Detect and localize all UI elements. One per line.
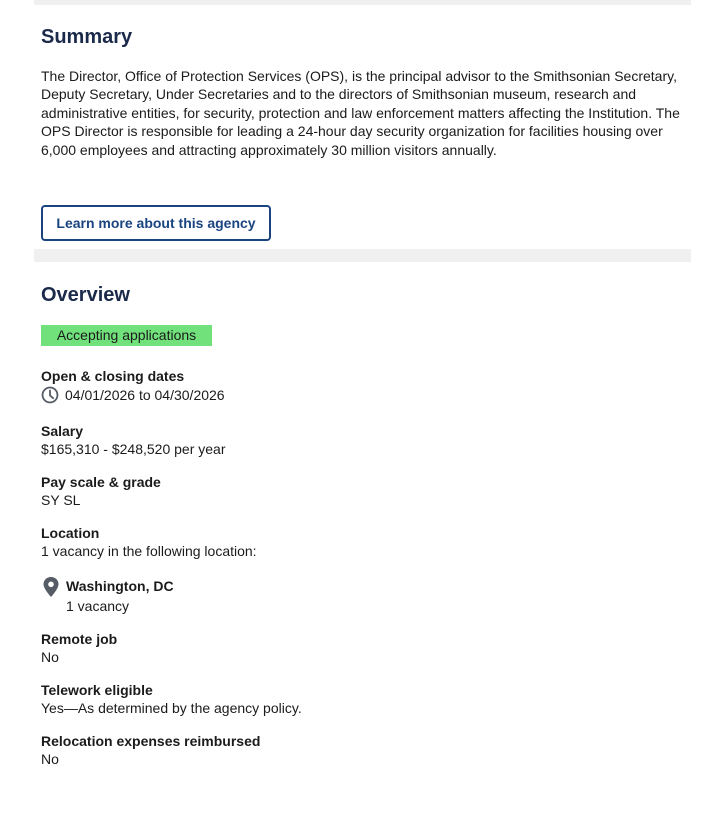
overview-heading: Overview <box>41 284 130 306</box>
pay-scale-field <box>41 473 161 509</box>
map-pin-icon <box>41 576 61 598</box>
summary-text: The Director, Office of Protection Services (OPS), is the principal advisor to the Smithsonian Secretary, Deputy Secretary, Under Secretaries and to the directors of Smithsonian museum, research and administrative entities, for security, protection and law enforcement matters affecting the Institution. The OPS Director is responsible for leading a 24-hour day security organization for facilities housing over 6,000 employees and attracting approximately 30 million visitors annually. <box>41 68 680 158</box>
section-divider <box>34 249 691 262</box>
remote-value: No <box>41 649 59 665</box>
clock-icon <box>41 386 59 404</box>
dates-label: Open & closing dates <box>41 368 185 384</box>
relocation-value: No <box>41 751 59 767</box>
relocation-field <box>41 732 260 768</box>
pay-scale-label: Pay scale & grade <box>41 474 161 490</box>
section-divider <box>34 0 691 5</box>
remote-field <box>41 630 117 666</box>
relocation-label: Relocation expenses reimbursed <box>41 733 261 749</box>
pay-scale-value: SY SL <box>41 492 81 508</box>
status-badge: Accepting applications <box>41 325 212 346</box>
salary-label: Salary <box>41 423 84 439</box>
telework-field <box>41 681 302 717</box>
location-label: Location <box>41 525 100 541</box>
salary-value: $165,310 - $248,520 per year <box>41 441 226 457</box>
job-announcement-page <box>34 0 691 767</box>
dates-value: 04/01/2026 to 04/30/2026 <box>65 387 225 403</box>
location-item <box>41 576 174 616</box>
telework-label: Telework eligible <box>41 682 153 698</box>
telework-value: Yes—As determined by the agency policy. <box>41 700 302 716</box>
location-field <box>41 524 257 560</box>
dates-field <box>41 367 225 404</box>
remote-label: Remote job <box>41 631 118 647</box>
summary-heading: Summary <box>41 26 133 48</box>
learn-more-agency-button[interactable]: Learn more about this agency <box>41 205 271 241</box>
salary-field <box>41 422 225 458</box>
location-name: Washington, DC <box>66 578 174 594</box>
location-value: 1 vacancy in the following location: <box>41 543 257 559</box>
location-vacancies: 1 vacancy <box>66 598 130 614</box>
